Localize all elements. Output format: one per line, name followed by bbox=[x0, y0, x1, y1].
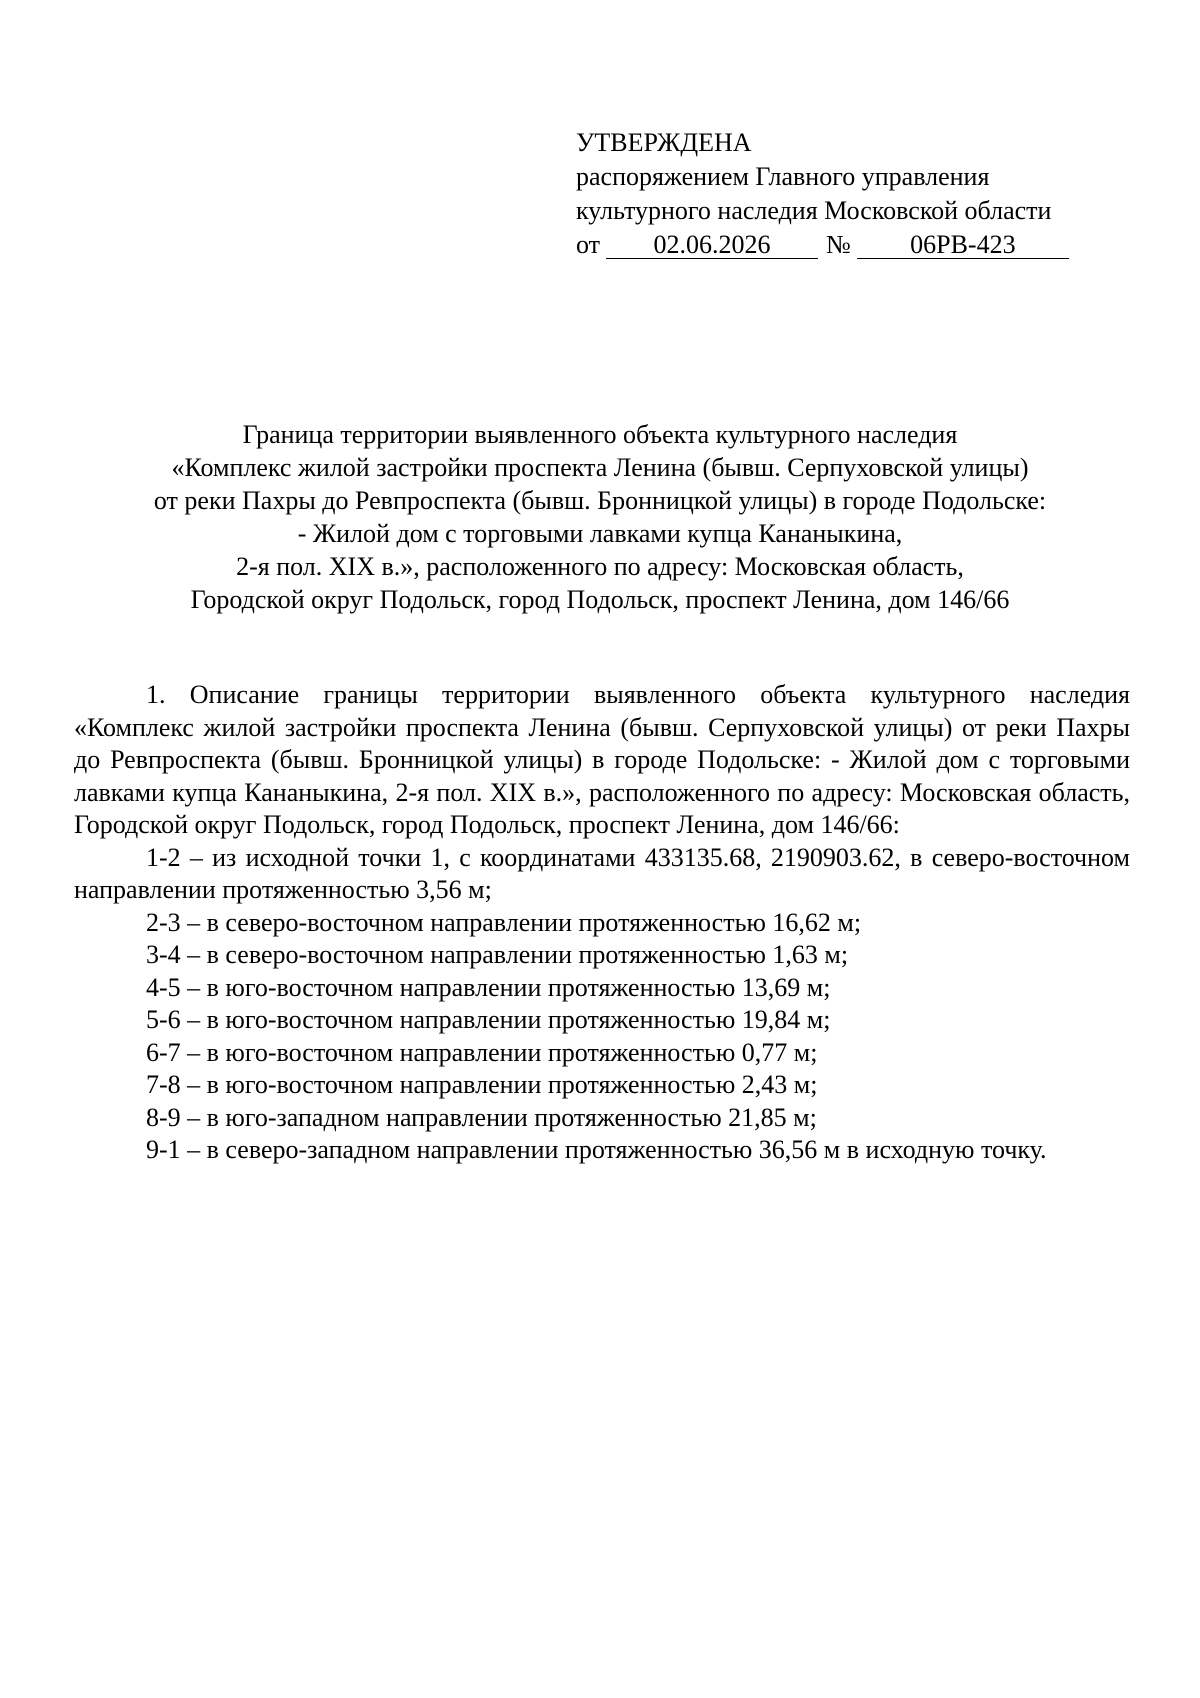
title-line: «Комплекс жилой застройки проспекта Ленина (бывш. Серпуховской улицы) bbox=[171, 453, 1029, 482]
title-line: - Жилой дом с торговыми лавками купца Кананыкина, bbox=[297, 519, 903, 548]
title-line: Граница территории выявленного объекта культурного наследия bbox=[242, 420, 958, 449]
boundary-segment: 8-9 – в юго-западном направлении протяженностью 21,85 м; bbox=[146, 1102, 817, 1132]
approval-stamp bbox=[576, 126, 1069, 262]
description-intro: 1. Описание границы территории выявленного объекта культурного наследия «Комплекс жилой застройки проспекта Ленина (бывш. Серпуховской улицы) от реки Пахры до Ревпроспекта (бывш. Бронницкой улицы) в городе Подольске: - Жилой дом с торговыми лавками купца Кананыкина, 2-я пол. XIX в.», расположенного по адресу: Московская область, Городской округ Подольск, город Подольск, проспект Ленина, дом 146/66: bbox=[74, 680, 1130, 839]
boundary-segment: 5-6 – в юго-восточном направлении протяженностью 19,84 м; bbox=[146, 1005, 831, 1034]
boundary-segment: 7-8 – в юго-восточном направлении протяженностью 2,43 м; bbox=[146, 1070, 818, 1099]
boundary-segment: 1-2 – из исходной точки 1, с координатами 433135.68, 2190903.62, в северо-восточном направлении протяженностью 3,56 м; bbox=[74, 842, 1130, 904]
title-line: 2-я пол. XIX в.», расположенного по адресу: Московская область, bbox=[236, 552, 964, 581]
date-prefix: от bbox=[576, 230, 601, 259]
boundary-segment: 6-7 – в юго-восточном направлении протяженностью 0,77 м; bbox=[146, 1037, 818, 1067]
boundary-description bbox=[74, 679, 1130, 1167]
boundary-segment: 4-5 – в юго-восточном направлении протяженностью 13,69 м; bbox=[146, 972, 831, 1002]
boundary-segment: 3-4 – в северо-восточном направлении протяженностью 1,63 м; bbox=[146, 940, 849, 969]
title-line: от реки Пахры до Ревпроспекта (бывш. Бронницкой улицы) в городе Подольске: bbox=[153, 486, 1047, 515]
approval-number: 06РВ-423 bbox=[857, 232, 1069, 259]
boundary-segment: 2-3 – в северо-восточном направлении протяженностью 16,62 м; bbox=[146, 907, 862, 937]
boundary-segment: 9-1 – в северо-западном направлении протяженностью 36,56 м в исходную точку. bbox=[146, 1135, 1047, 1164]
number-sign: № bbox=[826, 230, 851, 259]
title-line: Городской округ Подольск, город Подольск, проспект Ленина, дом 146/66 bbox=[190, 585, 1010, 614]
document-title bbox=[100, 418, 1100, 616]
approval-line-1: распоряжением Главного управления bbox=[576, 162, 990, 191]
approval-heading: УТВЕРЖДЕНА bbox=[576, 128, 752, 157]
approval-line-2: культурного наследия Московской области bbox=[576, 196, 1052, 225]
approval-date-row bbox=[576, 228, 1069, 262]
approval-date: 02.06.2026 bbox=[606, 232, 818, 259]
